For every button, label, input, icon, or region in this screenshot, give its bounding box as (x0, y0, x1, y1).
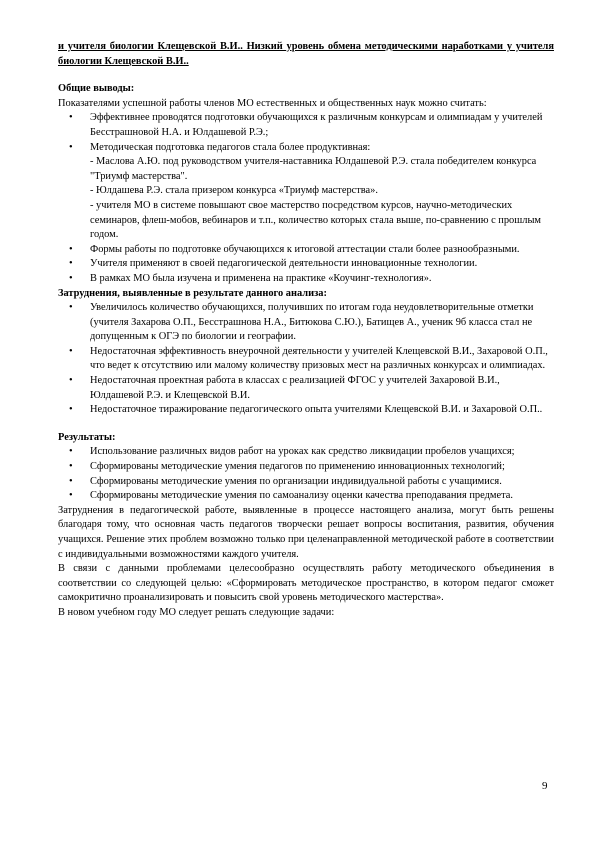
sub-item-text: - учителя МО в системе повышают свое мастерство посредством курсов, научно-методических семинаров, флеш-мобов, вебинаров и т.п., количество которых стала выше, по-сравнению с прошлым годом. (90, 199, 541, 241)
bullet-icon: • (69, 461, 73, 473)
body-paragraph: В связи с данными проблемами целесообразно осуществлять работу методического объединения в соответствии со следующей целью: «Сформировать методическое пространство, в котором педагог сможет самокритично проанализировать и повысить свой уровень методического мастерства». (58, 563, 554, 604)
results-list (58, 445, 554, 503)
bullet-icon: • (69, 272, 73, 284)
list-item (58, 345, 554, 374)
list-item (58, 243, 554, 258)
difficulties-heading: Затруднения, выявленные в результате данного анализа: (58, 287, 327, 299)
page-content (58, 40, 554, 621)
list-item (58, 301, 554, 345)
difficulties-list (58, 301, 554, 418)
bullet-icon: • (69, 490, 73, 502)
bullet-icon: • (69, 475, 73, 487)
body-paragraph: В новом учебном году МО следует решать следующие задачи: (58, 606, 335, 618)
list-item (58, 111, 554, 140)
bullet-icon: • (69, 404, 73, 416)
list-item-text: Учителя применяют в своей педагогической деятельности инновационные технологии. (90, 258, 478, 270)
list-item (58, 460, 554, 475)
list-item-text: Сформированы методические умения по самоанализу оценки качества преподавания предмета. (90, 490, 513, 502)
list-item (58, 374, 554, 403)
general-conclusions-heading: Общие выводы: (58, 83, 135, 95)
intro-paragraph: и учителя биологии Клещевской В.И.. Низкий уровень обмена методическими наработками у учителя биологии Клещевской В.И.. (58, 41, 554, 67)
list-item-text: Формы работы по подготовке обучающихся к итоговой аттестации стали более разнообразными. (90, 243, 520, 255)
bullet-icon: • (69, 302, 73, 314)
list-item (58, 141, 554, 243)
bullet-icon: • (69, 258, 73, 270)
bullet-icon: • (69, 141, 73, 153)
list-item-text: Увеличилось количество обучающихся, получивших по итогам года неудовлетворительные отметки (учителя Захарова О.П., Бесстрашнова Н.А., Битюкова С.Ю.), Батищев А., ученик 9б класса стал не допущенным к ОГЭ по биологии и географии. (90, 302, 534, 343)
list-item-text: Недостаточная эффективность внеурочной деятельности у учителей Клещевской В.И., Захаровой О.П., что ведет к отсутствию или малому количеству призовых мест на различных конкурсах и олимпиадах. (90, 345, 548, 372)
list-item-text: Использование различных видов работ на уроках как средство ликвидации пробелов учащихся; (90, 446, 515, 458)
list-item-text: Сформированы методические умения педагогов по применению инновационных технологий; (90, 461, 505, 473)
bullet-icon: • (69, 345, 73, 357)
list-item-text: В рамках МО была изучена и применена на практике «Коучинг-технология». (90, 272, 432, 284)
page-number: 9 (542, 780, 548, 792)
list-item (58, 475, 554, 490)
list-item-text: Эффективнее проводятся подготовки обучающихся к различным конкурсам и олимпиадам у учителей Бесстрашновой Н.А. и Юлдашевой Р.Э.; (90, 112, 543, 138)
bullet-icon: • (69, 375, 73, 387)
sub-item-text: - Юлдашева Р.Э. стала призером конкурса «Триумф мастерства». (90, 185, 378, 197)
list-item-text: Сформированы методические умения по организации индивидуальной работы с учащимися. (90, 475, 502, 487)
list-item-text: Недостаточная проектная работа в классах с реализацией ФГОС у учителей Захаровой В.И., Юлдашевой Р.Э. и Клещевской В.И. (90, 375, 500, 401)
list-item (58, 272, 554, 287)
sub-item-text: - Маслова А.Ю. под руководством учителя-наставника Юлдашевой Р.Э. стала победителем конкурса "Триумф мастерства". (90, 156, 537, 182)
general-conclusions-lead: Показателями успешной работы членов МО естественных и общественных наук можно считать: (58, 97, 487, 109)
list-item (58, 445, 554, 460)
list-item-text: Методическая подготовка педагогов стала более продуктивная: (90, 141, 371, 153)
list-item (58, 489, 554, 504)
results-heading: Результаты: (58, 431, 116, 443)
body-paragraph: Затруднения в педагогической работе, выявленные в процессе настоящего анализа, могут быть решены благодаря тому, что основная часть педагогов творчески решает вопросы воспитания, развития, обучения учащихся. Решение этих проблем возможно только при целенаправленной методической работе в соответствии с индивидуальными возможностями каждого учителя. (58, 504, 554, 560)
list-item (58, 257, 554, 272)
list-item-text: Недостаточное тиражирование педагогического опыта учителями Клещевской В.И. и Захаровой О.П.. (90, 404, 543, 416)
bullet-icon: • (69, 446, 73, 458)
bullet-icon: • (69, 243, 73, 255)
list-item (58, 403, 554, 418)
general-conclusions-list (58, 111, 554, 286)
bullet-icon: • (69, 112, 73, 124)
